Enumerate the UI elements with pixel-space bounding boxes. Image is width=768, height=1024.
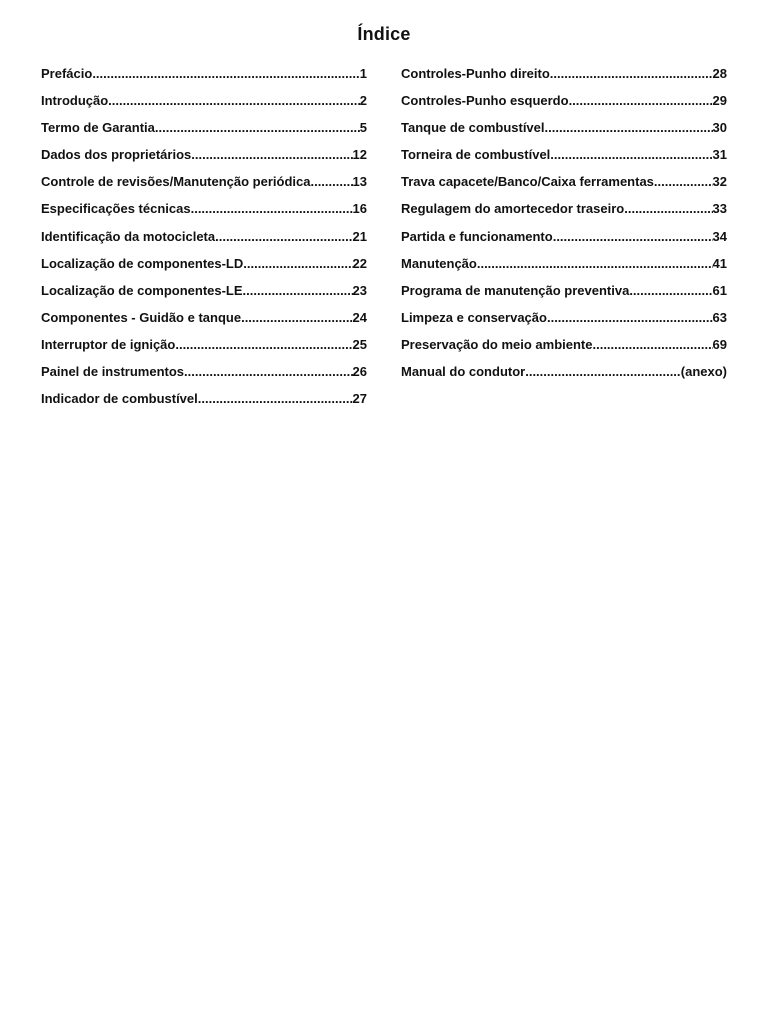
- toc-entry[interactable]: [401, 364, 727, 391]
- toc-entry-page: 33: [712, 201, 727, 217]
- toc-entry-label: Especificações técnicas: [41, 201, 191, 217]
- toc-entry[interactable]: [41, 229, 367, 256]
- toc-entry-label: Preservação do meio ambiente: [401, 336, 593, 352]
- toc-entry-page: 31: [712, 147, 727, 163]
- toc-entry[interactable]: [41, 147, 367, 174]
- toc-entry-page: 21: [352, 228, 367, 244]
- toc-right-column: [401, 66, 727, 391]
- toc-leader: [241, 310, 352, 325]
- toc-leader: [243, 283, 353, 298]
- toc-leader: [310, 174, 352, 189]
- toc-entry[interactable]: [401, 174, 727, 201]
- toc-entry-label: Torneira de combustível: [401, 147, 551, 163]
- toc-entry-page: 26: [352, 364, 367, 380]
- toc-entry-page: 1: [359, 66, 367, 81]
- toc-entry-label: Controles-Punho esquerdo: [401, 93, 569, 109]
- toc-entry-label: Identificação da motocicleta: [41, 228, 216, 244]
- toc-entry-label: Partida e funcionamento: [401, 228, 553, 244]
- toc-leader: [525, 364, 681, 379]
- toc-entry-page: 22: [352, 255, 367, 271]
- toc-entry[interactable]: [41, 364, 367, 391]
- toc-entry[interactable]: [41, 93, 367, 120]
- toc-entry-page: 13: [352, 174, 367, 190]
- toc-entry[interactable]: [41, 66, 367, 93]
- toc-entry-page: 24: [352, 309, 367, 325]
- toc-entry-page: 69: [712, 336, 727, 352]
- toc-entry-page: 12: [352, 147, 367, 163]
- toc-entry[interactable]: [401, 229, 727, 256]
- toc-entry[interactable]: [41, 201, 367, 228]
- toc-entry-page: 25: [352, 336, 367, 352]
- toc-entry-page: 30: [712, 120, 727, 136]
- toc-entry-label: Componentes - Guidão e tanque: [41, 309, 242, 325]
- toc-entry[interactable]: [401, 201, 727, 228]
- toc-entry-label: Painel de instrumentos: [41, 364, 185, 380]
- toc-entry[interactable]: [401, 93, 727, 120]
- toc-leader: [550, 147, 712, 162]
- toc-entry-label: Interruptor de ignição: [41, 336, 176, 352]
- toc-entry[interactable]: [41, 256, 367, 283]
- toc-leader: [175, 337, 352, 352]
- toc-entry[interactable]: [41, 310, 367, 337]
- toc-leader: [654, 174, 713, 189]
- toc-entry-label: Regulagem do amortecedor traseiro: [401, 201, 625, 217]
- toc-entry[interactable]: [41, 120, 367, 147]
- toc-entry[interactable]: [401, 120, 727, 147]
- toc-leader: [547, 310, 713, 325]
- toc-entry-page: 34: [712, 228, 727, 244]
- toc-entry-label: Dados dos proprietários: [41, 147, 192, 163]
- toc-entry-label: Trava capacete/Banco/Caixa ferramentas: [401, 174, 654, 190]
- toc-leader: [624, 201, 712, 216]
- toc-leader: [553, 229, 713, 244]
- toc-entry-label: Controle de revisões/Manutenção periódica: [41, 174, 311, 190]
- toc-entry[interactable]: [401, 310, 727, 337]
- toc-entry[interactable]: [41, 337, 367, 364]
- toc-entry-label: Controles-Punho direito: [401, 66, 550, 81]
- toc-entry-page: 5: [359, 120, 367, 136]
- toc-entry[interactable]: [401, 256, 727, 283]
- toc-leader: [191, 201, 353, 216]
- toc-leader: [477, 256, 713, 271]
- toc-entry-label: Indicador de combustível: [41, 391, 198, 407]
- toc-entry-page: 29: [712, 93, 727, 109]
- toc-entry-label: Localização de componentes-LD: [41, 255, 244, 271]
- toc-entry-page: 2: [359, 93, 367, 109]
- toc-entry-page: 16: [352, 201, 367, 217]
- toc-left-column: [41, 66, 367, 418]
- toc-leader: [92, 66, 359, 81]
- toc-entry-label: Programa de manutenção preventiva: [401, 282, 630, 298]
- toc-leader: [155, 120, 360, 135]
- toc-leader: [550, 66, 713, 81]
- toc-leader: [545, 120, 713, 135]
- toc-leader: [215, 229, 352, 244]
- toc-entry-label: Manutenção: [401, 255, 477, 271]
- toc-entry-page: 61: [712, 282, 727, 298]
- toc-leader: [108, 93, 360, 108]
- toc-leader: [629, 283, 712, 298]
- toc-entry-page: 28: [712, 66, 727, 81]
- toc-entry-label: Manual do condutor: [401, 364, 526, 380]
- toc-leader: [198, 391, 353, 406]
- toc-leader: [184, 364, 352, 379]
- toc-entry-label: Localização de componentes-LE: [41, 282, 243, 298]
- toc-entry-page: 27: [352, 391, 367, 407]
- toc-entry[interactable]: [401, 337, 727, 364]
- toc-entry-label: Introdução: [41, 93, 109, 109]
- toc-leader: [243, 256, 352, 271]
- toc-entry-page: 23: [352, 282, 367, 298]
- toc-entry[interactable]: [41, 391, 367, 418]
- toc-entry-page: (anexo): [680, 364, 727, 380]
- toc-entry-label: Prefácio: [41, 66, 93, 81]
- toc-entry[interactable]: [401, 66, 727, 93]
- toc-entry-page: 41: [712, 255, 727, 271]
- toc-entry[interactable]: [41, 174, 367, 201]
- toc-leader: [569, 93, 713, 108]
- toc-entry-page: 32: [712, 174, 727, 190]
- toc-entry-page: 63: [712, 309, 727, 325]
- toc-leader: [191, 147, 352, 162]
- toc-entry-label: Termo de Garantia: [41, 120, 155, 136]
- toc-entry[interactable]: [401, 283, 727, 310]
- toc-entry-label: Tanque de combustível: [401, 120, 545, 136]
- toc-entry[interactable]: [401, 147, 727, 174]
- toc-entry-label: Limpeza e conservação: [401, 309, 547, 325]
- toc-entry[interactable]: [41, 283, 367, 310]
- toc-leader: [592, 337, 712, 352]
- page-title: Índice: [357, 24, 411, 44]
